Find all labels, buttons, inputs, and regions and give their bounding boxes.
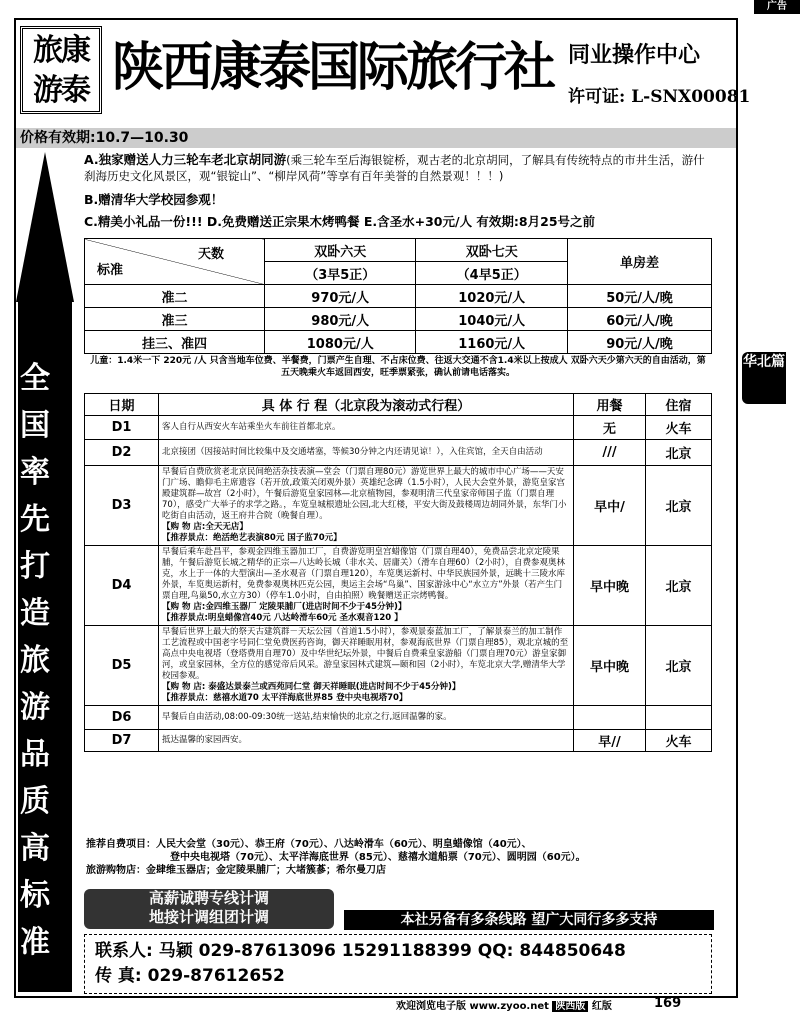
col-six-days-sub: （3早5正） — [265, 262, 416, 285]
footer-badge: 陕西版 — [552, 1001, 588, 1012]
day-label: D6 — [85, 706, 159, 730]
day-text: 早餐后乘车赴昌平，参观金四维玉器加工厂，自费游览明皇宫蜡像馆（门票自理40），免费品尝北京定陵果脯，午餐后游览长城之精华的正宗—八达岭长城（非水关、居庸关）（滑车自理60）（2小时），自费参观奥林克，水上于一体的大型演出—圣水观音（门票自理120），车览奥运新村、中华民族园外景，远眺十三陵水库外景，车览奥运新村，免费参观奥林匹克公园，奥运主会场“鸟巢”、国家游泳中心“水立方”外景（若产生门票自理,鸟巢50,水立方30）（停车1.0小时，自由拍照）晚餐赠送正宗烤鸭餐。 — [162, 547, 565, 601]
day-meal: 无 — [574, 416, 646, 440]
day-label: D2 — [85, 440, 159, 466]
promo-a — [84, 152, 714, 184]
col-six-days: 双卧六天 — [265, 239, 416, 262]
header-date: 日期 — [85, 394, 159, 416]
price-single: 50元/人/晚 — [567, 285, 711, 308]
itinerary-row — [85, 546, 712, 626]
tips-section — [86, 838, 710, 877]
day-label: D5 — [85, 626, 159, 706]
itinerary-table — [84, 393, 712, 752]
day-label: D7 — [85, 730, 159, 752]
company-name: 陕西康泰国际旅行社 — [112, 37, 554, 98]
day-recommended: 【推荐景点：绝活绝艺表演80元 国子监70元】 — [162, 533, 342, 543]
recruitment-banner — [84, 889, 334, 929]
price-table — [84, 238, 712, 354]
day-meal: 早中/ — [574, 466, 646, 546]
shopping-stores — [86, 864, 710, 877]
price-single: 90元/人/晚 — [567, 331, 711, 354]
day-text: 客人自行从西安火车站乘坐火车前往首都北京。 — [162, 422, 341, 432]
col-single-room: 单房差 — [567, 239, 711, 285]
recommended-items — [86, 838, 710, 851]
day-meal: /// — [574, 440, 646, 466]
day-recommended: 【推荐景点：慈禧水道70 太平洋海底世界85 登中央电视塔70】 — [162, 693, 408, 703]
itinerary-row — [85, 466, 712, 546]
col-seven-days: 双卧七天 — [416, 239, 567, 262]
contact-box — [84, 934, 712, 994]
day-label: D1 — [85, 416, 159, 440]
shop-list: 金肆维玉器店；金定陵果脯厂；大堵簇蔘；希尔曼刀店 — [146, 865, 386, 876]
license-number: 许可证: L-SNX00081 — [568, 87, 751, 107]
support-banner: 本社另备有多条线路 望广大同行多多支持 — [344, 910, 714, 930]
contact-person: 联系人: 马颖 029-87613096 15291188399 QQ: 844850648 — [95, 941, 626, 961]
day-meal — [574, 706, 646, 730]
day-description — [159, 546, 574, 626]
day-text: 抵达温馨的家园西安。 — [162, 735, 248, 745]
price-six: 980元/人 — [265, 308, 416, 331]
rec-line-2: 登中央电视塔（70元）、太平洋海底世界（85元）、慈禧水道船票（70元）、圆明园（60元）。 — [170, 852, 586, 863]
corner-days: 天数 — [197, 247, 224, 262]
promo-cde: C.精美小礼品一份!!! D.免费赠送正宗果木烤鸭餐 E.含圣水+30元/人 有效期:8月25号之前 — [84, 214, 596, 229]
header-plan: 具 体 行 程（北京段为滚动式行程） — [159, 394, 574, 416]
price-corner — [85, 239, 265, 285]
day-stay — [646, 706, 712, 730]
day-meal: 早// — [574, 730, 646, 752]
day-meal: 早中晚 — [574, 546, 646, 626]
page-number: 169 — [654, 996, 682, 1011]
col-seven-days-sub: （4早5正） — [416, 262, 567, 285]
price-six: 1080元/人 — [265, 331, 416, 354]
day-stay: 火车 — [646, 730, 712, 752]
price-standard: 准二 — [85, 285, 265, 308]
day-shops: 【购 物 店: 泰盛达景泰兰或西苑同仁堂 御天祥睡眠(进店时间不少于45分钟)】 — [162, 682, 461, 692]
ad-tag: 广告 — [754, 0, 800, 14]
itinerary-row — [85, 706, 712, 730]
price-single: 60元/人/晚 — [567, 308, 711, 331]
price-row — [85, 308, 712, 331]
itinerary-row — [85, 730, 712, 752]
day-meal: 早中晚 — [574, 626, 646, 706]
price-seven: 1020元/人 — [416, 285, 567, 308]
price-six: 970元/人 — [265, 285, 416, 308]
day-description — [159, 466, 574, 546]
arrow-up-icon — [16, 152, 74, 302]
footer — [396, 1000, 612, 1014]
itinerary-row — [85, 416, 712, 440]
day-description — [159, 626, 574, 706]
day-recommended: 【推荐景点:明皇蜡像宫40元 八达岭滑车60元 圣水观音120 】 — [162, 613, 403, 623]
price-seven: 1040元/人 — [416, 308, 567, 331]
company-logo — [20, 26, 102, 114]
shop-label: 旅游购物店： — [86, 865, 146, 876]
itinerary-row — [85, 626, 712, 706]
price-seven: 1160元/人 — [416, 331, 567, 354]
promo-b: B.赠清华大学校园参观！ — [84, 192, 224, 207]
price-row — [85, 331, 712, 354]
vertical-slogan: 全国率先打造旅游品质高标准 — [20, 361, 50, 960]
rec-label: 推荐自费项目： — [86, 839, 156, 850]
price-validity: 价格有效期:10.7—10.30 — [16, 128, 736, 148]
promo-a-text: (乘三轮车至后海银锭桥，观古老的北京胡同，了解具有传统特点的市井生活，游什刹海历史文化风景区，观“银锭山”、“柳岸风荷”等享有百年美誉的自然景观！！！) — [84, 153, 705, 183]
day-text: 早餐后世界上最大的祭天古建筑群－天坛公园（首道1.5小时），参观景泰蓝加工厂，了解景泰兰的加工制作工艺流程或中国老字号同仁堂免费医药咨询，御天祥睡眠用材，参观海底世界（门票自理85），观北京城的至高点中央电视塔（登塔费用自理70）及中华世纪坛外景，中餐后自费乘皇家游船（门票自理70元）游皇家御河，或皇家园林，全方位的感觉帝后风采。游皇家园林式建筑—颐和园（2小时），车览北京大学,赠清华大学校园参观。 — [162, 627, 569, 681]
day-description — [159, 730, 574, 752]
day-description — [159, 706, 574, 730]
day-stay: 北京 — [646, 546, 712, 626]
promo-a-title: A.独家赠送人力三轮车老北京胡同游 — [84, 152, 287, 167]
day-shops: 【购 物 店:金四维玉器厂 定陵果脯厂(进店时间不少于45分钟)】 — [162, 602, 407, 612]
day-label: D4 — [85, 546, 159, 626]
day-description — [159, 440, 574, 466]
day-stay: 北京 — [646, 466, 712, 546]
footer-edition: 红版 — [591, 1001, 612, 1012]
itinerary-row — [85, 440, 712, 466]
day-stay: 北京 — [646, 440, 712, 466]
day-text: 早餐后自费欣赏老北京民间绝活杂技表演—堂会（门票自理80元）游览世界上最大的城市中心广场——天安门广场、瞻仰毛主席遗容（若开放,政策关闭观外景）英雄纪念碑（1.5小时），人民大会堂外景，游览皇家宫殿建筑群—故宫（2小时），午餐后游览皇家园林—北京植物园，参观明清三代皇家帝师国子监（门票自理70），感受广大举子的求学之路。，车览皇城根遗址公园,北大红楼，平安大街及鼓楼周边胡同外景，东华门小吃街自由活动，返王府井合院（晚餐自理）。 — [162, 467, 567, 521]
recruit-line-1: 高薪诚聘专线计调 — [148, 889, 269, 907]
department: 同业操作中心 — [568, 43, 701, 68]
corner-standard: 标准 — [97, 263, 124, 278]
day-text: 北京接团（因接站时间比较集中及交通堵塞，等候30分钟之内还请见谅！），入住宾馆，全天自由活动 — [162, 447, 543, 457]
day-shops: 【购 物 店:全天无店】 — [162, 522, 248, 532]
day-stay: 火车 — [646, 416, 712, 440]
price-standard: 准三 — [85, 308, 265, 331]
header-stay: 住宿 — [646, 394, 712, 416]
rec-line-1: 人民大会堂（30元）、恭王府（70元）、八达岭滑车（60元）、明皇蜡像馆（40元）、 — [156, 839, 532, 850]
price-row — [85, 285, 712, 308]
header-meal: 用餐 — [574, 394, 646, 416]
day-stay: 北京 — [646, 626, 712, 706]
logo-line-1: 旅康 — [33, 33, 89, 68]
logo-line-2: 游泰 — [33, 73, 89, 108]
day-label: D3 — [85, 466, 159, 546]
region-tab: 华北篇 — [742, 352, 786, 404]
footer-website: 欢迎浏览电子版 www.zyoo.net — [396, 1001, 549, 1012]
day-text: 早餐后自由活动,08:00-09:30统一送站,结束愉快的北京之行,返回温馨的家。 — [162, 712, 452, 722]
children-note: 儿童：1.4米一下 220元 /人 只含当地车位费、半餐费，门票产生自理、不占床位费、往返大交通不含1.4米以上按成人 双卧六天少第六天的自由活动，第五天晚乘火车返回西安，旺季票紧张，确认前请电话落实。 — [90, 356, 706, 378]
recruit-line-2: 地接计调组团计调 — [148, 908, 269, 926]
price-standard: 挂三、准四 — [85, 331, 265, 354]
day-description — [159, 416, 574, 440]
contact-fax: 传 真: 029-87612652 — [95, 966, 285, 986]
